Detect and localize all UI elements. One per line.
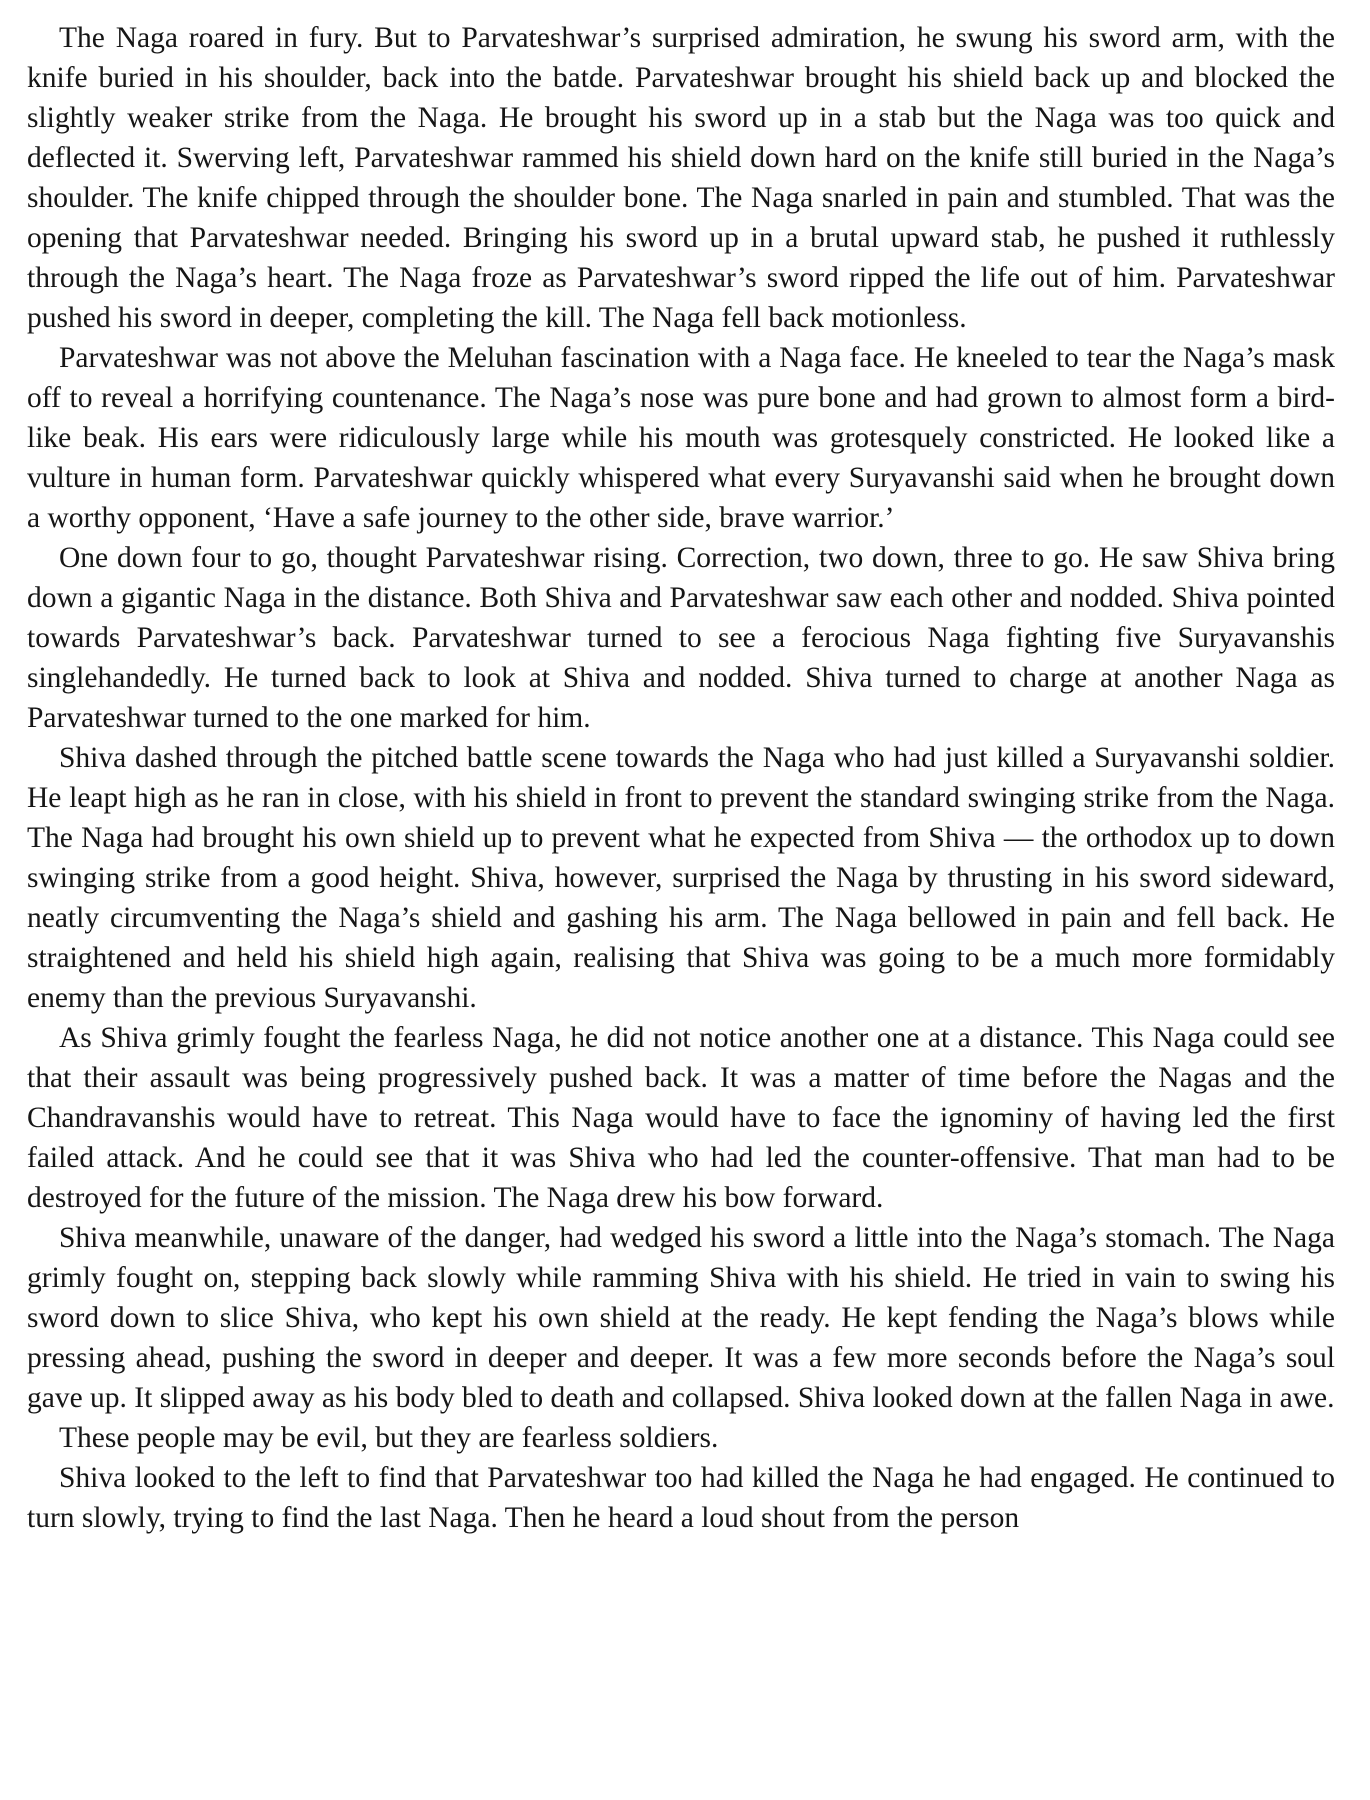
- book-page: [27, 18, 1335, 1538]
- paragraph-4: Shiva dashed through the pitched battle scene towards the Naga who had just killed a Suryavanshi soldier. He leapt high as he ran in close, with his shield in front to prevent the standard swinging strike from the Naga. The Naga had brought his own shield up to prevent what he expected from Shiva — the orthodox up to down swinging strike from a good height. Shiva, however, surprised the Naga by thrusting in his sword sideward, neatly circumventing the Naga’s shield and gashing his arm. The Naga bellowed in pain and fell back. He straightened and held his shield high again, realising that Shiva was going to be a much more formidably enemy than the previous Suryavanshi.: [27, 742, 1335, 1014]
- paragraph-1: The Naga roared in fury. But to Parvateshwar’s surprised admiration, he swung his sword arm, with the knife buried in his shoulder, back into the batde. Parvateshwar brought his shield back up and blocked the slightly weaker strike from the Naga. He brought his sword up in a stab but the Naga was too quick and deflected it. Swerving left, Parvateshwar rammed his shield down hard on the knife still buried in the Naga’s shoulder. The knife chipped through the shoulder bone. The Naga snarled in pain and stumbled. That was the opening that Parvateshwar needed. Bringing his sword up in a brutal upward stab, he pushed it ruthlessly through the Naga’s heart. The Naga froze as Parvateshwar’s sword ripped the life out of him. Parvateshwar pushed his sword in deeper, completing the kill. The Naga fell back motionless.: [27, 22, 1335, 334]
- paragraph-6: Shiva meanwhile, unaware of the danger, had wedged his sword a little into the Naga’s stomach. The Naga grimly fought on, stepping back slowly while ramming Shiva with his shield. He tried in vain to swing his sword down to slice Shiva, who kept his own shield at the ready. He kept fending the Naga’s blows while pressing ahead, pushing the sword in deeper and deeper. It was a few more seconds before the Naga’s soul gave up. It slipped away as his body bled to death and collapsed. Shiva looked down at the fallen Naga in awe.: [27, 1222, 1335, 1414]
- paragraph-7-thought: These people may be evil, but they are fearless soldiers.: [59, 1422, 719, 1454]
- paragraph-8: Shiva looked to the left to find that Parvateshwar too had killed the Naga he had engaged. He continued to turn slowly, trying to find the last Naga. Then he heard a loud shout from the person: [27, 1462, 1335, 1534]
- paragraph-2: Parvateshwar was not above the Meluhan fascination with a Naga face. He kneeled to tear the Naga’s mask off to reveal a horrifying countenance. The Naga’s nose was pure bone and had grown to almost form a bird-like beak. His ears were ridiculously large while his mouth was grotesquely constricted. He looked like a vulture in human form. Parvateshwar quickly whispered what every Suryavanshi said when he brought down a worthy opponent, ‘Have a safe journey to the other side, brave warrior.’: [27, 342, 1335, 534]
- paragraph-3: One down four to go, thought Parvateshwar rising. Correction, two down, three to go. He saw Shiva bring down a gigantic Naga in the distance. Both Shiva and Parvateshwar saw each other and nodded. Shiva pointed towards Parvateshwar’s back. Parvateshwar turned to see a ferocious Naga fighting five Suryavanshis singlehandedly. He turned back to look at Shiva and nodded. Shiva turned to charge at another Naga as Parvateshwar turned to the one marked for him.: [27, 542, 1335, 734]
- paragraph-5: As Shiva grimly fought the fearless Naga, he did not notice another one at a distance. This Naga could see that their assault was being progressively pushed back. It was a matter of time before the Nagas and the Chandravanshis would have to retreat. This Naga would have to face the ignominy of having led the first failed attack. And he could see that it was Shiva who had led the counter-offensive. That man had to be destroyed for the future of the mission. The Naga drew his bow forward.: [27, 1022, 1335, 1214]
